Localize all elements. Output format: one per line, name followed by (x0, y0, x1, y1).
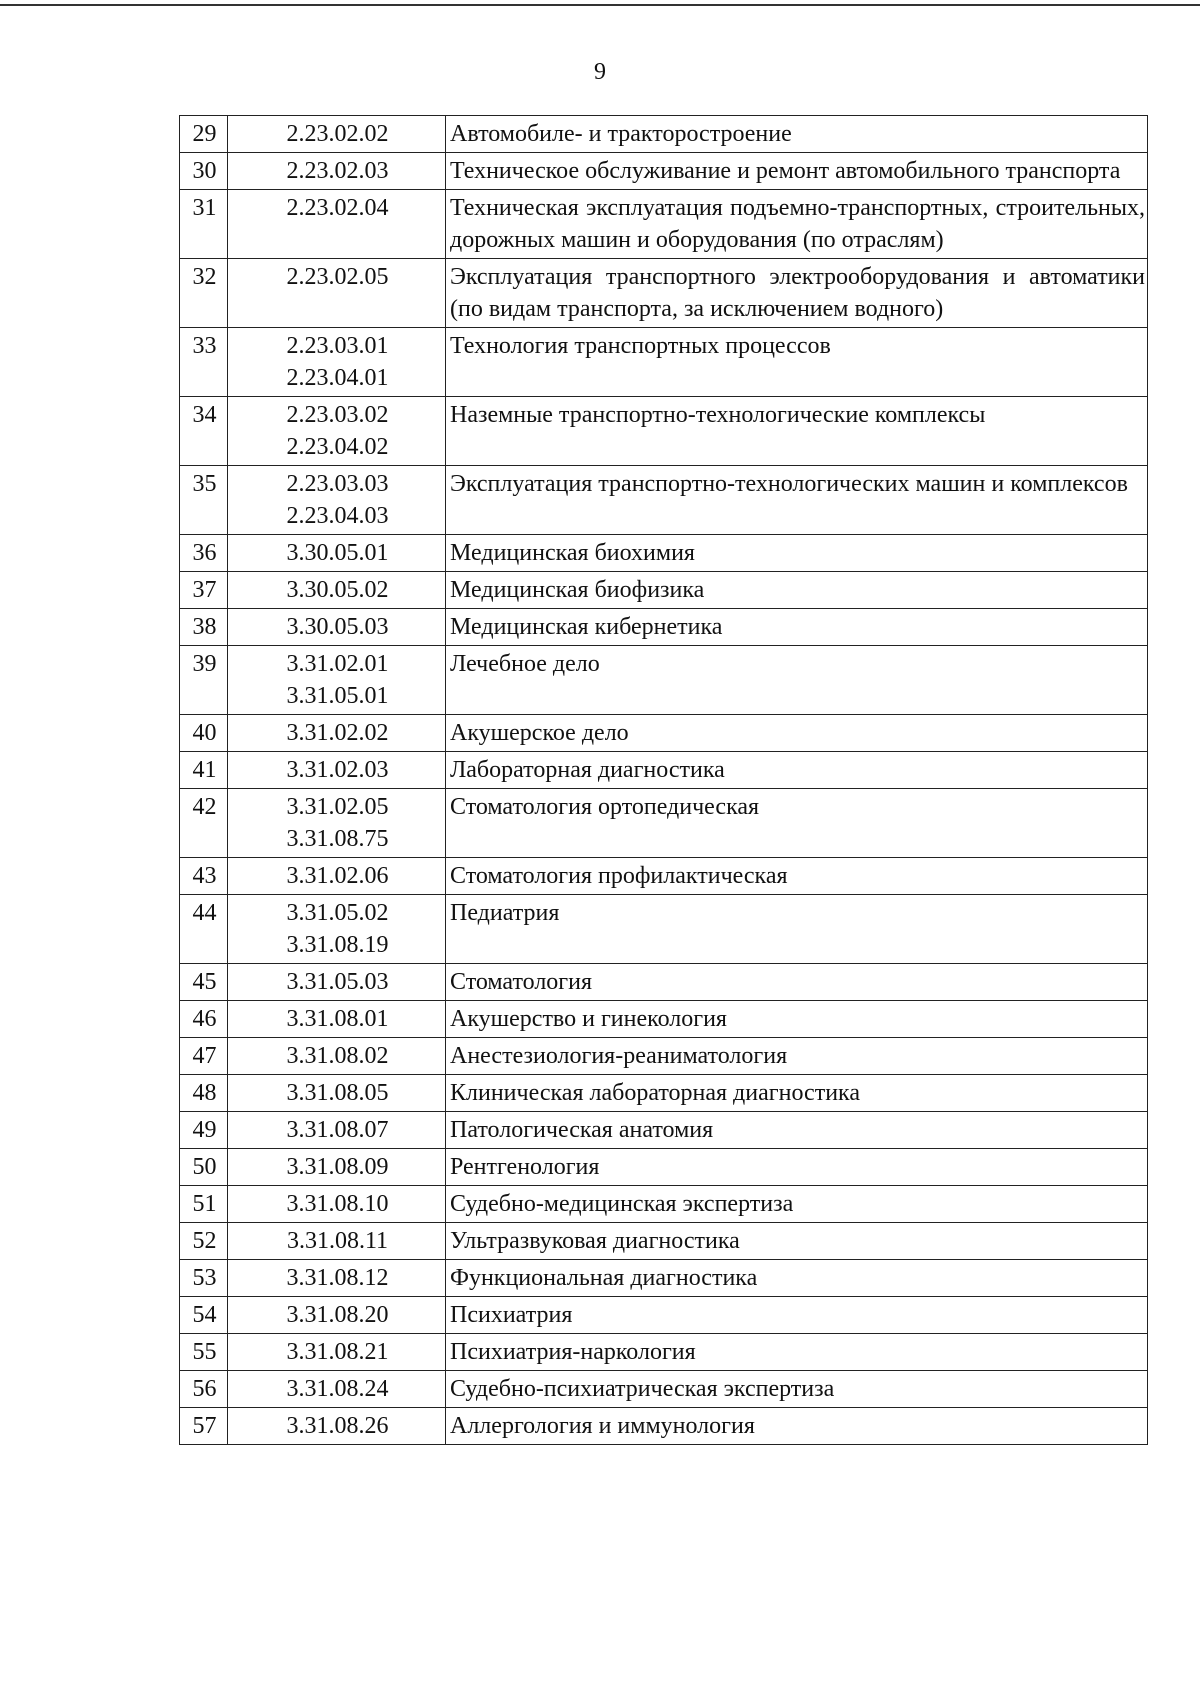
specialty-code-cell (228, 1223, 446, 1260)
row-number: 55 (180, 1334, 228, 1371)
specialty-name: Педиатрия (446, 895, 1148, 964)
specialty-name: Патологическая анатомия (446, 1112, 1148, 1149)
row-number: 34 (180, 397, 228, 466)
table-row (180, 328, 1148, 397)
specialty-name: Функциональная диагностика (446, 1260, 1148, 1297)
specialty-name: Акушерское дело (446, 715, 1148, 752)
specialty-code-cell (228, 572, 446, 609)
specialty-code-cell (228, 153, 446, 190)
specialty-code-cell (228, 752, 446, 789)
specialty-code: 3.31.08.75 (286, 826, 389, 852)
row-number: 42 (180, 789, 228, 858)
specialty-code: 2.23.04.01 (286, 365, 389, 391)
row-number: 51 (180, 1186, 228, 1223)
specialty-code: 2.23.02.02 (286, 121, 389, 147)
specialty-name: Медицинская кибернетика (446, 609, 1148, 646)
specialty-code-cell (228, 1408, 446, 1445)
specialty-code-cell (228, 1149, 446, 1186)
specialty-code-cell (228, 1112, 446, 1149)
specialties-table (179, 115, 1148, 1445)
specialty-code: 3.31.02.02 (286, 720, 389, 746)
specialty-name: Ультразвуковая диагностика (446, 1223, 1148, 1260)
table-row (180, 1001, 1148, 1038)
row-number: 52 (180, 1223, 228, 1260)
top-border-line (0, 4, 1200, 6)
specialty-code: 3.31.08.02 (286, 1043, 389, 1069)
table-row (180, 964, 1148, 1001)
table-body (180, 116, 1148, 1445)
row-number: 35 (180, 466, 228, 535)
table-row (180, 153, 1148, 190)
specialty-code-cell (228, 1260, 446, 1297)
table-row (180, 397, 1148, 466)
specialty-code: 3.31.08.11 (286, 1228, 389, 1254)
specialty-name: Анестезиология-реаниматология (446, 1038, 1148, 1075)
specialty-name: Эксплуатация транспортного электрооборудования и автоматики (по видам транспорта, за исключением водного) (446, 259, 1148, 328)
row-number: 56 (180, 1371, 228, 1408)
specialty-code-cell (228, 1297, 446, 1334)
specialty-code: 3.31.08.20 (286, 1302, 389, 1328)
table-row (180, 1038, 1148, 1075)
specialty-code-cell (228, 1001, 446, 1038)
specialty-code-cell (228, 535, 446, 572)
row-number: 43 (180, 858, 228, 895)
specialty-name: Лечебное дело (446, 646, 1148, 715)
specialty-name: Эксплуатация транспортно-технологических машин и комплексов (446, 466, 1148, 535)
specialty-code: 3.31.02.05 (286, 794, 389, 820)
specialty-code: 3.31.08.10 (286, 1191, 389, 1217)
table-row (180, 1371, 1148, 1408)
specialty-code: 3.31.05.02 (286, 900, 389, 926)
table-row (180, 895, 1148, 964)
specialty-code: 2.23.04.03 (286, 503, 389, 529)
table-row (180, 190, 1148, 259)
row-number: 57 (180, 1408, 228, 1445)
table-row (180, 646, 1148, 715)
specialty-code-cell (228, 715, 446, 752)
table-row (180, 1260, 1148, 1297)
table-row (180, 1297, 1148, 1334)
specialty-code-cell (228, 190, 446, 259)
table-row (180, 752, 1148, 789)
specialty-code: 3.30.05.02 (286, 577, 389, 603)
table-row (180, 1149, 1148, 1186)
specialty-code: 3.31.05.03 (286, 969, 389, 995)
table-row (180, 116, 1148, 153)
specialty-code: 3.31.08.01 (286, 1006, 389, 1032)
specialty-code-cell (228, 1075, 446, 1112)
specialty-name: Стоматология профилактическая (446, 858, 1148, 895)
table-row (180, 789, 1148, 858)
row-number: 32 (180, 259, 228, 328)
table-row (180, 1186, 1148, 1223)
specialty-code: 3.31.08.19 (286, 932, 389, 958)
specialty-code-cell (228, 858, 446, 895)
row-number: 36 (180, 535, 228, 572)
table-row (180, 1223, 1148, 1260)
specialty-code-cell (228, 116, 446, 153)
specialty-name: Техническая эксплуатация подъемно-транспортных, строительных, дорожных машин и оборудования (по отраслям) (446, 190, 1148, 259)
row-number: 38 (180, 609, 228, 646)
table-row (180, 466, 1148, 535)
row-number: 45 (180, 964, 228, 1001)
specialty-code: 2.23.02.04 (286, 195, 389, 221)
specialty-name: Медицинская биофизика (446, 572, 1148, 609)
table-row (180, 609, 1148, 646)
specialty-name: Стоматология (446, 964, 1148, 1001)
page-number: 9 (594, 59, 606, 85)
specialty-code: 3.30.05.03 (286, 614, 389, 640)
specialty-code: 3.31.02.06 (286, 863, 389, 889)
row-number: 49 (180, 1112, 228, 1149)
specialty-code: 3.31.08.09 (286, 1154, 389, 1180)
specialty-code: 3.31.08.07 (286, 1117, 389, 1143)
table-row (180, 259, 1148, 328)
row-number: 53 (180, 1260, 228, 1297)
row-number: 37 (180, 572, 228, 609)
specialty-code-cell (228, 609, 446, 646)
table-row (180, 1112, 1148, 1149)
row-number: 48 (180, 1075, 228, 1112)
specialty-name: Судебно-медицинская экспертиза (446, 1186, 1148, 1223)
row-number: 33 (180, 328, 228, 397)
table-row (180, 858, 1148, 895)
specialty-code: 3.31.08.12 (286, 1265, 389, 1291)
specialty-code-cell (228, 1186, 446, 1223)
row-number: 30 (180, 153, 228, 190)
row-number: 47 (180, 1038, 228, 1075)
table-row (180, 1075, 1148, 1112)
specialty-code: 2.23.04.02 (286, 434, 389, 460)
row-number: 29 (180, 116, 228, 153)
specialty-code-cell (228, 259, 446, 328)
specialty-name: Техническое обслуживание и ремонт автомобильного транспорта (446, 153, 1148, 190)
row-number: 39 (180, 646, 228, 715)
specialty-code-cell (228, 466, 446, 535)
specialty-name: Технология транспортных процессов (446, 328, 1148, 397)
specialty-code: 3.31.02.03 (286, 757, 389, 783)
table-row (180, 572, 1148, 609)
specialty-code-cell (228, 1038, 446, 1075)
specialty-name: Лабораторная диагностика (446, 752, 1148, 789)
specialty-code-cell (228, 1334, 446, 1371)
row-number: 50 (180, 1149, 228, 1186)
row-number: 44 (180, 895, 228, 964)
specialty-code: 3.31.08.24 (286, 1376, 389, 1402)
specialty-code-cell (228, 646, 446, 715)
specialty-name: Стоматология ортопедическая (446, 789, 1148, 858)
specialty-code-cell (228, 789, 446, 858)
specialty-name: Медицинская биохимия (446, 535, 1148, 572)
specialty-name: Судебно-психиатрическая экспертиза (446, 1371, 1148, 1408)
specialty-name: Акушерство и гинекология (446, 1001, 1148, 1038)
specialty-code: 2.23.03.01 (286, 333, 389, 359)
specialty-code-cell (228, 964, 446, 1001)
specialty-name: Психиатрия-наркология (446, 1334, 1148, 1371)
row-number: 40 (180, 715, 228, 752)
table-row (180, 715, 1148, 752)
specialty-code: 3.31.08.05 (286, 1080, 389, 1106)
specialty-name: Наземные транспортно-технологические комплексы (446, 397, 1148, 466)
row-number: 31 (180, 190, 228, 259)
specialty-name: Аллергология и иммунология (446, 1408, 1148, 1445)
specialty-code-cell (228, 1371, 446, 1408)
specialty-code: 3.31.08.26 (286, 1413, 389, 1439)
table-row (180, 535, 1148, 572)
specialty-code: 2.23.03.02 (286, 402, 389, 428)
specialty-code: 3.31.05.01 (286, 683, 389, 709)
table-row (180, 1408, 1148, 1445)
table-row (180, 1334, 1148, 1371)
specialty-code: 2.23.03.03 (286, 471, 389, 497)
specialty-code-cell (228, 895, 446, 964)
specialty-name: Автомобиле- и тракторостроение (446, 116, 1148, 153)
specialty-code: 3.31.08.21 (286, 1339, 389, 1365)
row-number: 46 (180, 1001, 228, 1038)
specialty-code: 2.23.02.03 (286, 158, 389, 184)
specialty-code: 2.23.02.05 (286, 264, 389, 290)
specialty-name: Клиническая лабораторная диагностика (446, 1075, 1148, 1112)
specialty-name: Психиатрия (446, 1297, 1148, 1334)
row-number: 41 (180, 752, 228, 789)
specialty-code: 3.30.05.01 (286, 540, 389, 566)
row-number: 54 (180, 1297, 228, 1334)
specialty-name: Рентгенология (446, 1149, 1148, 1186)
specialty-code-cell (228, 328, 446, 397)
specialty-code-cell (228, 397, 446, 466)
specialty-code: 3.31.02.01 (286, 651, 389, 677)
